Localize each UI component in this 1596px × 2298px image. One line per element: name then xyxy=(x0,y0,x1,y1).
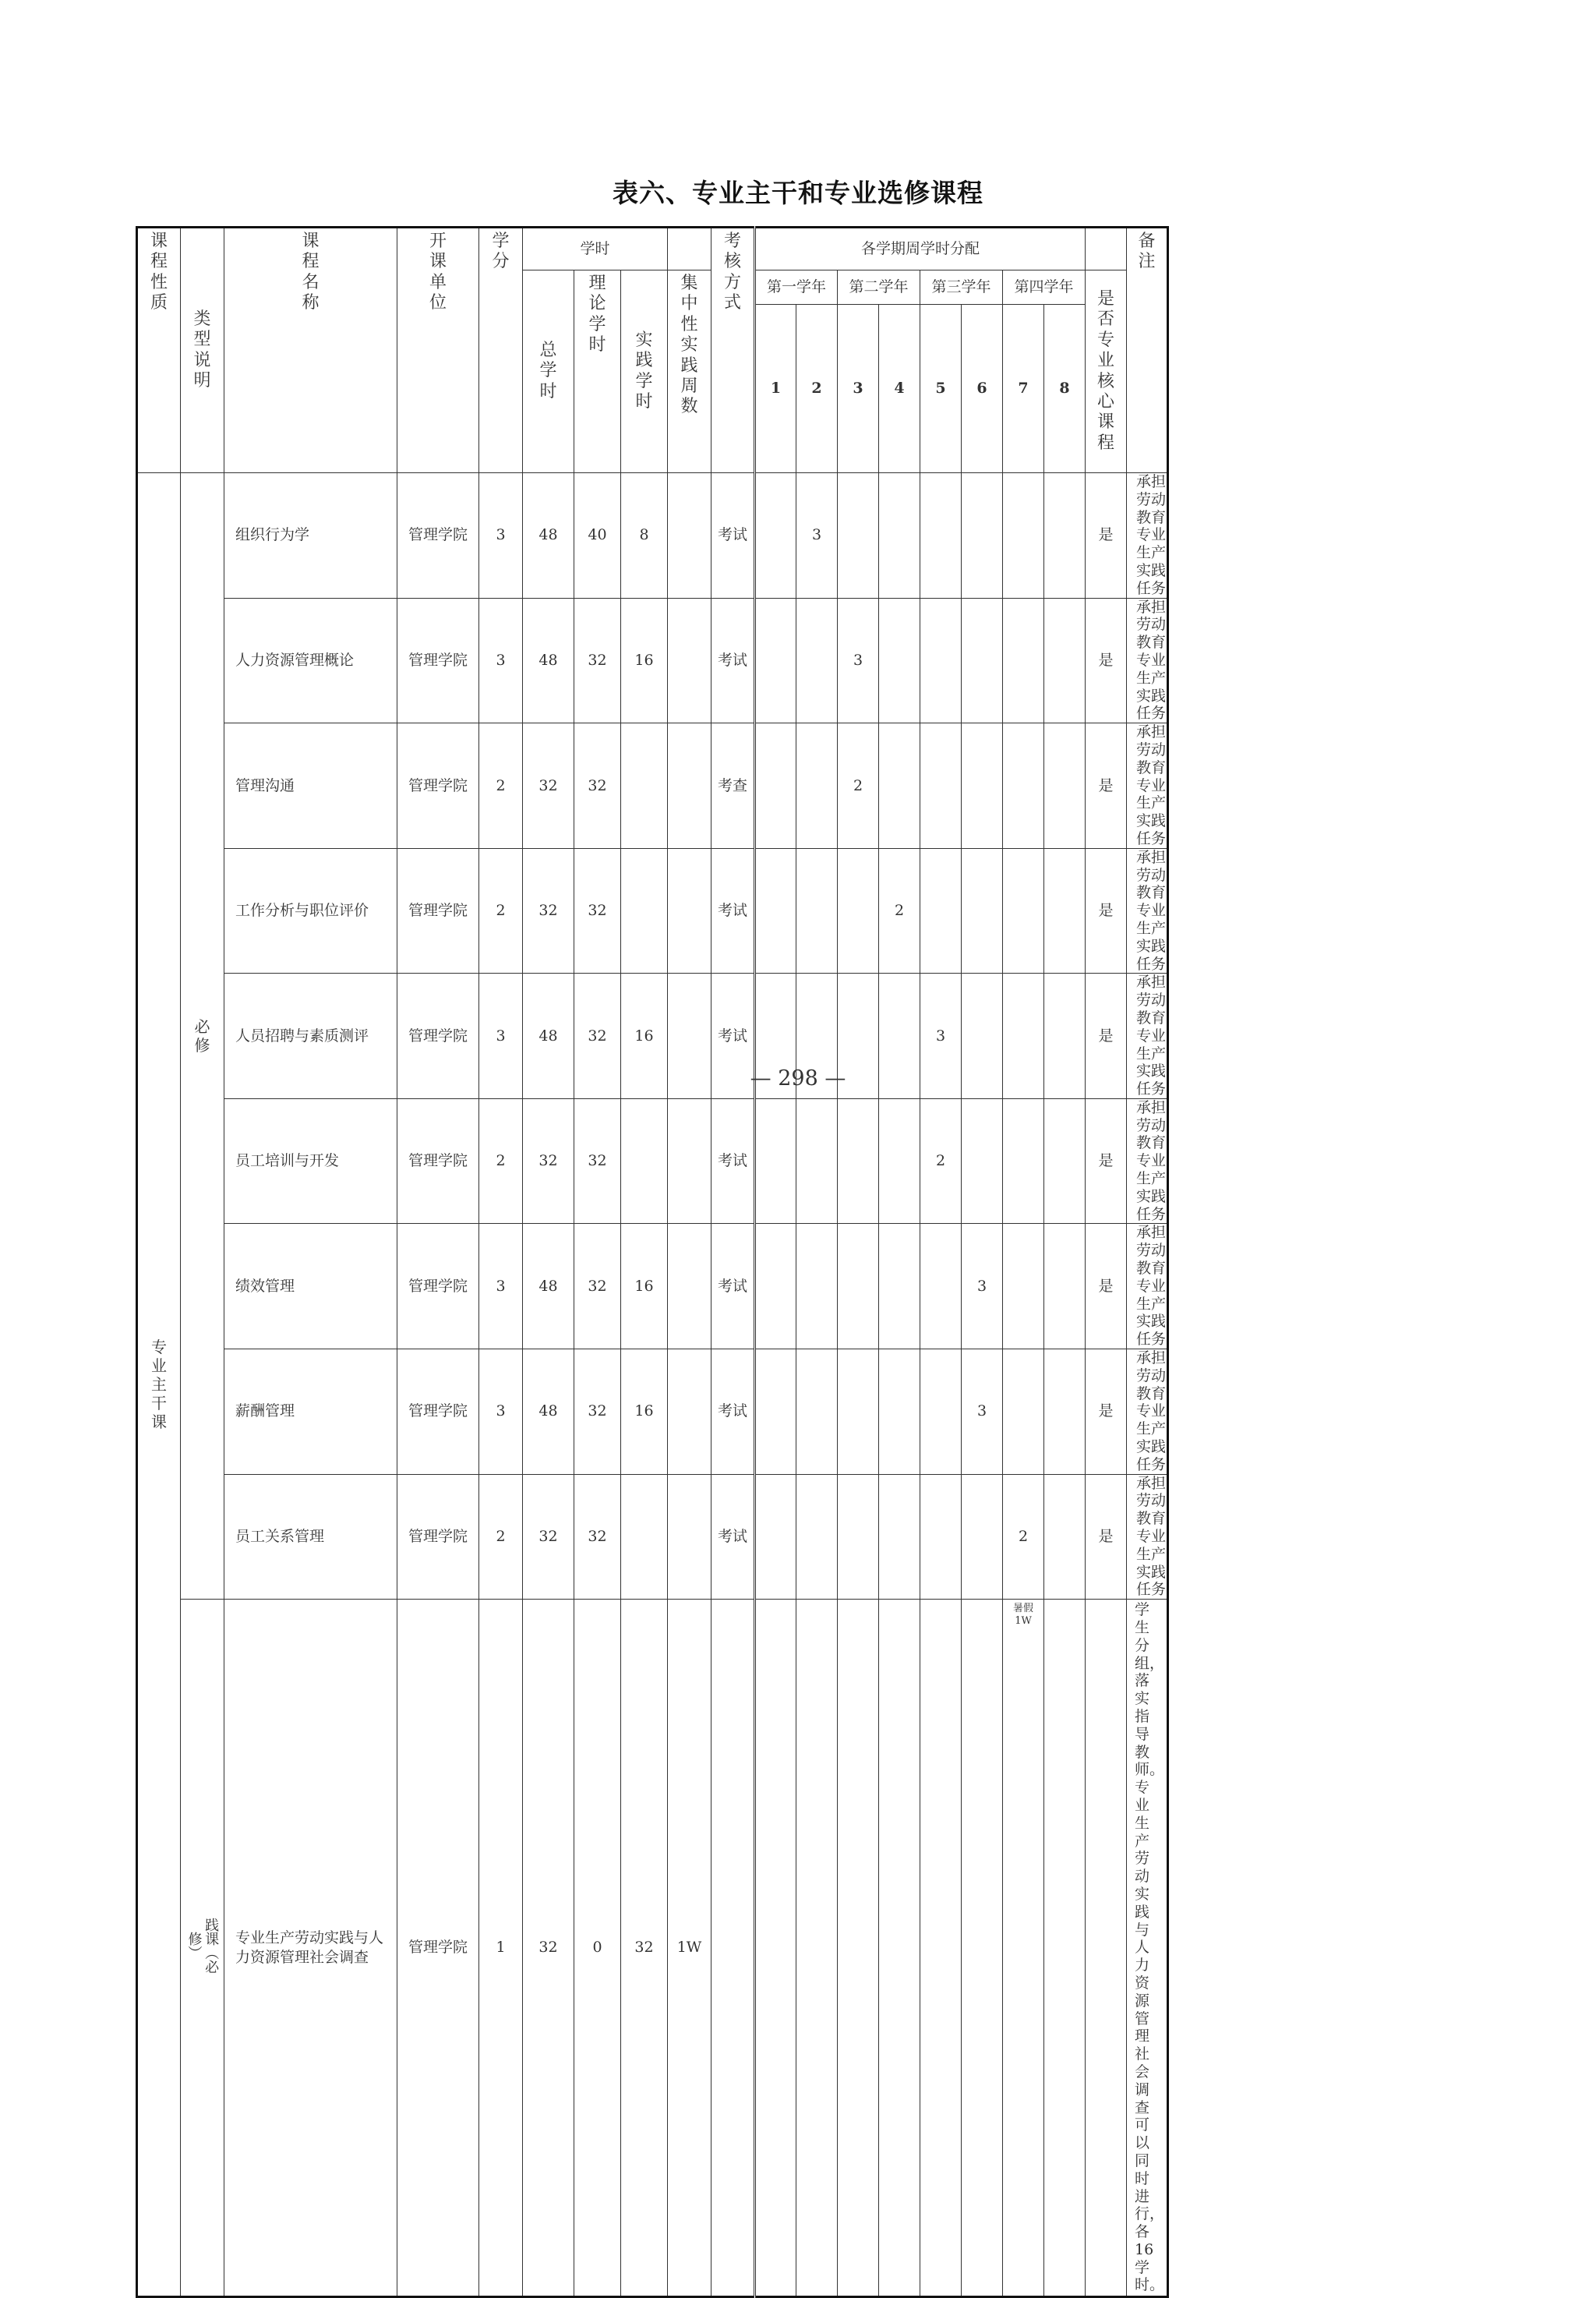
course-name: 员工培训与开发 xyxy=(224,1098,397,1224)
semester-7-cell xyxy=(1003,1098,1044,1224)
header-sem-4: 4 xyxy=(879,305,920,473)
practice-hours-cell xyxy=(621,1098,668,1224)
note-cell: 承担劳动教育专业生产实践任务 xyxy=(1127,1098,1168,1224)
credit-cell: 3 xyxy=(479,1349,523,1475)
semester-5-cell: 3 xyxy=(920,974,962,1099)
practice-hours-cell: 32 xyxy=(621,1600,668,2297)
theory-hours-cell: 32 xyxy=(574,1474,621,1600)
header-semester-dist: 各学期周学时分配 xyxy=(755,228,1086,270)
practice-row xyxy=(137,1600,1377,2297)
semester-5-cell xyxy=(920,473,962,599)
practice-hours-cell: 16 xyxy=(621,598,668,723)
header-course-nature: 课程性质 xyxy=(137,228,181,473)
semester-2-cell: 3 xyxy=(796,473,838,599)
theory-hours-cell: 40 xyxy=(574,473,621,599)
header-sem-7: 7 xyxy=(1003,305,1044,473)
semester-3-cell xyxy=(838,1474,879,1600)
course-nature-cell xyxy=(137,473,181,2297)
table-body xyxy=(137,228,1377,2297)
practice-weeks-cell xyxy=(668,1474,711,1600)
page-title: 表六、专业主干和专业选修课程 xyxy=(613,178,983,208)
assessment-cell: 考试 xyxy=(711,1474,755,1600)
theory-hours-cell: 32 xyxy=(574,1098,621,1224)
core-cell: 是 xyxy=(1086,723,1127,849)
dept-cell: 管理学院 xyxy=(397,1600,479,2297)
total-hours-cell: 32 xyxy=(523,1600,574,2297)
practice-weeks-cell xyxy=(668,1349,711,1475)
practice-hours-cell xyxy=(621,1474,668,1600)
theory-hours-cell: 32 xyxy=(574,598,621,723)
semester-7-cell xyxy=(1003,473,1044,599)
assessment-cell: 考试 xyxy=(711,598,755,723)
header-core-top xyxy=(1086,228,1127,270)
table-row xyxy=(137,1474,1377,1600)
semester-4-cell: 2 xyxy=(879,848,920,974)
header-sem-1: 1 xyxy=(755,305,796,473)
header-weeks-top xyxy=(668,228,711,270)
course-name: 工作分析与职位评价 xyxy=(224,848,397,974)
semester-1-cell xyxy=(755,1349,796,1475)
core-cell: 是 xyxy=(1086,598,1127,723)
note-cell: 承担劳动教育专业生产实践任务 xyxy=(1127,974,1168,1099)
total-hours-cell: 32 xyxy=(523,1098,574,1224)
semester-1-cell xyxy=(755,1474,796,1600)
semester-7-cell: 2 xyxy=(1003,1474,1044,1600)
header-hours: 学时 xyxy=(523,228,668,270)
credit-cell: 2 xyxy=(479,1098,523,1224)
credit-cell: 3 xyxy=(479,598,523,723)
semester-1-cell xyxy=(755,1098,796,1224)
semester-2-cell xyxy=(796,1474,838,1600)
theory-hours-cell: 32 xyxy=(574,974,621,1099)
semester-1-cell xyxy=(755,848,796,974)
semester-3-cell: 3 xyxy=(838,598,879,723)
semester-6-cell xyxy=(962,723,1003,849)
note-cell: 承担劳动教育专业生产实践任务 xyxy=(1127,723,1168,849)
semester-6-cell: 3 xyxy=(962,1349,1003,1475)
credit-cell: 2 xyxy=(479,848,523,974)
semester-3-cell xyxy=(838,1098,879,1224)
assessment-cell: 考试 xyxy=(711,1098,755,1224)
dept-cell: 管理学院 xyxy=(397,1224,479,1349)
practice-weeks-cell xyxy=(668,1224,711,1349)
header-remarks: 备注 xyxy=(1127,228,1168,473)
semester-4-cell xyxy=(879,473,920,599)
core-cell: 是 xyxy=(1086,1349,1127,1475)
course-name: 人力资源管理概论 xyxy=(224,598,397,723)
credit-cell: 1 xyxy=(479,1600,523,2297)
note-cell: 承担劳动教育专业生产实践任务 xyxy=(1127,1224,1168,1349)
semester-2-cell xyxy=(796,1349,838,1475)
header-is-core: 是否专业核心课程 xyxy=(1086,270,1127,473)
course-name: 薪酬管理 xyxy=(224,1349,397,1475)
practice-hours-cell xyxy=(621,723,668,849)
course-name: 组织行为学 xyxy=(224,473,397,599)
practice-hours-cell xyxy=(621,848,668,974)
practice-weeks-cell: 1W xyxy=(668,1600,711,2297)
header-year-2: 第二学年 xyxy=(838,270,920,305)
semester-8-cell xyxy=(1044,723,1086,849)
assessment-cell: 考试 xyxy=(711,848,755,974)
total-hours-cell: 32 xyxy=(523,1474,574,1600)
total-hours-cell: 48 xyxy=(523,1349,574,1475)
assessment-cell: 考试 xyxy=(711,1349,755,1475)
dept-cell: 管理学院 xyxy=(397,473,479,599)
header-year-4: 第四学年 xyxy=(1003,270,1086,305)
semester-2-cell xyxy=(796,1098,838,1224)
note-cell: 承担劳动教育专业生产实践任务 xyxy=(1127,848,1168,974)
course-table xyxy=(136,226,1378,2298)
note-cell: 学生分组，落实指导教师。专业生产劳动实践与人力资源管理社会调查可以同时进行，各16学时。 xyxy=(1127,1600,1168,2297)
semester-3-cell xyxy=(838,1349,879,1475)
note-cell: 承担劳动教育专业生产实践任务 xyxy=(1127,1474,1168,1600)
semester-8-cell xyxy=(1044,1224,1086,1349)
course-name: 管理沟通 xyxy=(224,723,397,849)
core-cell: 是 xyxy=(1086,1474,1127,1600)
theory-hours-cell: 32 xyxy=(574,1349,621,1475)
assessment-cell: 考试 xyxy=(711,1224,755,1349)
dept-cell: 管理学院 xyxy=(397,723,479,849)
dept-cell: 管理学院 xyxy=(397,1098,479,1224)
total-hours-cell: 48 xyxy=(523,974,574,1099)
total-hours-cell: 32 xyxy=(523,848,574,974)
semester-5-cell xyxy=(920,1600,962,2297)
table-row xyxy=(137,848,1377,974)
semester-1-cell xyxy=(755,723,796,849)
semester-8-cell xyxy=(1044,848,1086,974)
semester-5-cell xyxy=(920,1474,962,1600)
semester-3-cell xyxy=(838,473,879,599)
note-cell: 承担劳动教育专业生产实践任务 xyxy=(1127,1349,1168,1475)
header-sem-3: 3 xyxy=(838,305,879,473)
header-type-desc: 类型说明 xyxy=(181,228,224,473)
table-row xyxy=(137,1098,1377,1224)
semester-4-cell xyxy=(879,1600,920,2297)
semester-5-cell xyxy=(920,598,962,723)
course-name: 人员招聘与素质测评 xyxy=(224,974,397,1099)
practice-hours-cell: 8 xyxy=(621,473,668,599)
type-required-label: 必修 xyxy=(194,1016,210,1055)
semester-2-cell xyxy=(796,848,838,974)
course-name: 专业生产劳动实践与人力资源管理社会调查 xyxy=(224,1600,397,2297)
dept-cell: 管理学院 xyxy=(397,1349,479,1475)
note-cell: 承担劳动教育专业生产实践任务 xyxy=(1127,598,1168,723)
total-hours-cell: 48 xyxy=(523,473,574,599)
header-practice-weeks: 集中性实践周数 xyxy=(668,270,711,473)
semester-6-cell xyxy=(962,1600,1003,2297)
header-course-name: 课程名称 xyxy=(224,228,397,473)
theory-hours-cell: 32 xyxy=(574,1224,621,1349)
dept-cell: 管理学院 xyxy=(397,848,479,974)
dept-cell: 管理学院 xyxy=(397,598,479,723)
total-hours-cell: 48 xyxy=(523,598,574,723)
semester-3-cell: 2 xyxy=(838,723,879,849)
header-year-3: 第三学年 xyxy=(920,270,1003,305)
type-required-cell xyxy=(181,473,224,1600)
semester-4-cell xyxy=(879,1349,920,1475)
semester-7-cell xyxy=(1003,1224,1044,1349)
header-total-hours: 总学时 xyxy=(523,270,574,473)
semester-7-cell xyxy=(1003,1600,1044,2297)
semester-8-cell xyxy=(1044,1349,1086,1475)
header-sem-6: 6 xyxy=(962,305,1003,473)
semester-8-cell xyxy=(1044,1474,1086,1600)
practice-hours-cell: 16 xyxy=(621,974,668,1099)
semester-8-cell xyxy=(1044,598,1086,723)
credit-cell: 3 xyxy=(479,1224,523,1349)
semester-4-cell xyxy=(879,723,920,849)
semester-2-cell xyxy=(796,598,838,723)
header-practice-hours: 实践学时 xyxy=(621,270,668,473)
header-theory-hours: 理论学时 xyxy=(574,270,621,473)
semester-7-cell xyxy=(1003,598,1044,723)
course-nature-label: 专业主干课 xyxy=(151,1337,167,1431)
assessment-cell: 考试 xyxy=(711,974,755,1099)
semester-5-cell xyxy=(920,848,962,974)
header-assessment: 考核方式 xyxy=(711,228,755,473)
semester-5-cell xyxy=(920,723,962,849)
core-cell: 是 xyxy=(1086,848,1127,974)
credit-cell: 2 xyxy=(479,1474,523,1600)
semester-4-cell xyxy=(879,598,920,723)
semester-2-cell xyxy=(796,1600,838,2297)
semester-6-cell xyxy=(962,848,1003,974)
semester-6-cell xyxy=(962,1098,1003,1224)
course-name: 绩效管理 xyxy=(224,1224,397,1349)
header-credit: 学分 xyxy=(479,228,523,473)
semester-7-cell xyxy=(1003,723,1044,849)
semester-6-cell xyxy=(962,473,1003,599)
semester-7-cell xyxy=(1003,848,1044,974)
note-cell: 承担劳动教育专业生产实践任务 xyxy=(1127,473,1168,599)
semester-6-cell: 3 xyxy=(962,1224,1003,1349)
type-practice-label: 践课（必修） xyxy=(185,1917,220,1974)
total-hours-cell: 48 xyxy=(523,1224,574,1349)
core-cell: 是 xyxy=(1086,974,1127,1099)
practice-weeks-cell xyxy=(668,848,711,974)
semester-4-cell xyxy=(879,1098,920,1224)
semester-6-cell xyxy=(962,1474,1003,1600)
core-cell: 是 xyxy=(1086,1224,1127,1349)
semester-3-cell xyxy=(838,1224,879,1349)
semester-5-cell xyxy=(920,1224,962,1349)
header-dept: 开课单位 xyxy=(397,228,479,473)
table-row xyxy=(137,1224,1377,1349)
header-sem-8: 8 xyxy=(1044,305,1086,473)
assessment-cell: 考查 xyxy=(711,723,755,849)
page-number: — 298 — xyxy=(750,1066,846,1091)
semester-4-cell xyxy=(879,1224,920,1349)
semester-4-cell xyxy=(879,1474,920,1600)
credit-cell: 3 xyxy=(479,473,523,599)
semester-2-cell xyxy=(796,723,838,849)
header-row-1 xyxy=(137,228,1377,270)
semester-8-cell xyxy=(1044,473,1086,599)
table-row xyxy=(137,723,1377,849)
assessment-cell xyxy=(711,1600,755,2297)
theory-hours-cell: 0 xyxy=(574,1600,621,2297)
practice-hours-cell: 16 xyxy=(621,1224,668,1349)
table-row xyxy=(137,473,1377,599)
course-name: 员工关系管理 xyxy=(224,1474,397,1600)
semester-1-cell xyxy=(755,1600,796,2297)
core-cell xyxy=(1086,1600,1127,2297)
dept-cell: 管理学院 xyxy=(397,1474,479,1600)
practice-weeks-cell xyxy=(668,1098,711,1224)
header-year-1: 第一学年 xyxy=(755,270,838,305)
semester-5-cell xyxy=(920,1349,962,1475)
practice-weeks-cell xyxy=(668,598,711,723)
credit-cell: 3 xyxy=(479,974,523,1099)
practice-weeks-cell xyxy=(668,723,711,849)
summer-label: 暑假1W xyxy=(1013,1603,1034,1627)
practice-hours-cell: 16 xyxy=(621,1349,668,1475)
semester-1-cell xyxy=(755,598,796,723)
assessment-cell: 考试 xyxy=(711,473,755,599)
total-hours-cell: 32 xyxy=(523,723,574,849)
type-practice-cell xyxy=(181,1600,224,2297)
header-sem-2: 2 xyxy=(796,305,838,473)
semester-1-cell xyxy=(755,473,796,599)
semester-1-cell xyxy=(755,1224,796,1349)
semester-2-cell xyxy=(796,1224,838,1349)
semester-8-cell xyxy=(1044,1600,1086,2297)
dept-cell: 管理学院 xyxy=(397,974,479,1099)
practice-weeks-cell xyxy=(668,473,711,599)
semester-3-cell xyxy=(838,848,879,974)
core-cell: 是 xyxy=(1086,1098,1127,1224)
table-row xyxy=(137,598,1377,723)
theory-hours-cell: 32 xyxy=(574,848,621,974)
theory-hours-cell: 32 xyxy=(574,723,621,849)
semester-5-cell: 2 xyxy=(920,1098,962,1224)
core-cell: 是 xyxy=(1086,473,1127,599)
semester-3-cell xyxy=(838,1600,879,2297)
table-row xyxy=(137,1349,1377,1475)
semester-8-cell xyxy=(1044,1098,1086,1224)
semester-6-cell xyxy=(962,598,1003,723)
semester-7-cell xyxy=(1003,1349,1044,1475)
header-sem-5: 5 xyxy=(920,305,962,473)
credit-cell: 2 xyxy=(479,723,523,849)
